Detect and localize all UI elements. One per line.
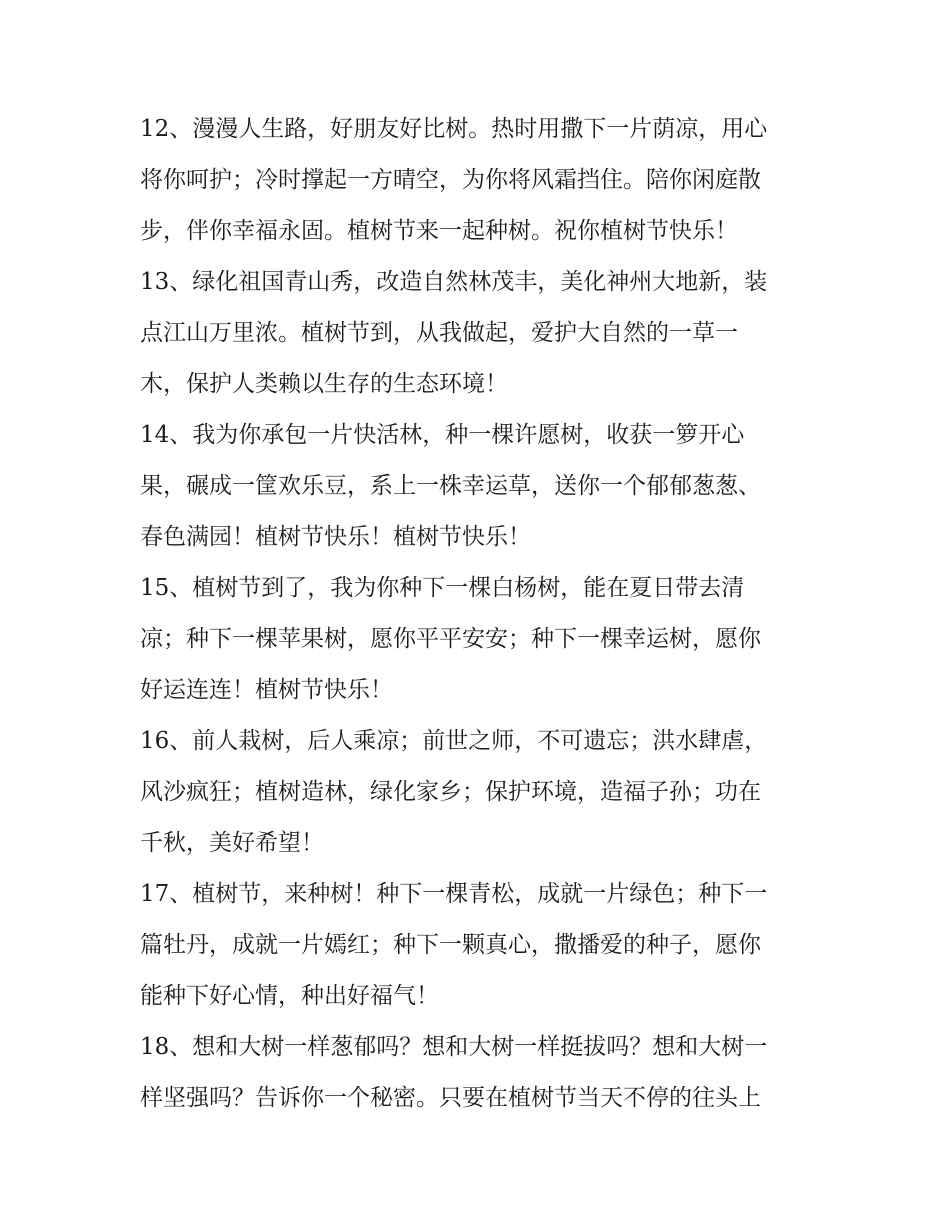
text-line-4: 13、绿化祖国青山秀，改造自然林茂丰，美化神州大地新，装 (140, 269, 768, 295)
text-line-13: 16、前人栽树，后人乘凉；前世之师，不可遗忘；洪水肆虐， (140, 728, 768, 754)
text-line-14: 风沙疯狂；植树造林，绿化家乡；保护环境，造福子孙；功在 (140, 779, 761, 805)
text-line-18: 能种下好心情，种出好福气！ (140, 983, 439, 1009)
text-line-12: 好运连连！植树节快乐！ (140, 677, 393, 703)
text-line-10: 15、植树节到了，我为你种下一棵白杨树，能在夏日带去清 (140, 575, 745, 601)
text-line-8: 果，碾成一筐欢乐豆，系上一株幸运草，送你一个郁郁葱葱、 (140, 473, 761, 499)
text-line-15: 千秋，美好希望！ (140, 830, 324, 856)
text-line-17: 篇牡丹，成就一片嫣红；种下一颗真心，撒播爱的种子，愿你 (140, 932, 761, 958)
text-line-7: 14、我为你承包一片快活林，种一棵许愿树，收获一箩开心 (140, 422, 745, 448)
text-line-19: 18、想和大树一样葱郁吗？想和大树一样挺拔吗？想和大树一 (140, 1034, 768, 1060)
text-line-9: 春色满园！植树节快乐！植树节快乐！ (140, 524, 531, 550)
text-line-3: 步，伴你幸福永固。植树节来一起种树。祝你植树节快乐！ (140, 218, 738, 244)
text-line-16: 17、植树节，来种树！种下一棵青松，成就一片绿色；种下一 (140, 881, 768, 907)
text-line-6: 木，保护人类赖以生存的生态环境！ (140, 371, 508, 397)
text-line-2: 将你呵护；冷时撑起一方晴空，为你将风霜挡住。陪你闲庭散 (140, 167, 761, 193)
text-line-11: 凉；种下一棵苹果树，愿你平平安安；种下一棵幸运树，愿你 (140, 626, 761, 652)
text-line-20: 样坚强吗？告诉你一个秘密。只要在植树节当天不停的往头上 (140, 1085, 761, 1111)
document-body (140, 104, 812, 1124)
text-line-5: 点江山万里浓。植树节到，从我做起，爱护大自然的一草一 (140, 320, 738, 346)
text-line-1: 12、漫漫人生路，好朋友好比树。热时用撒下一片荫凉，用心 (140, 116, 768, 142)
